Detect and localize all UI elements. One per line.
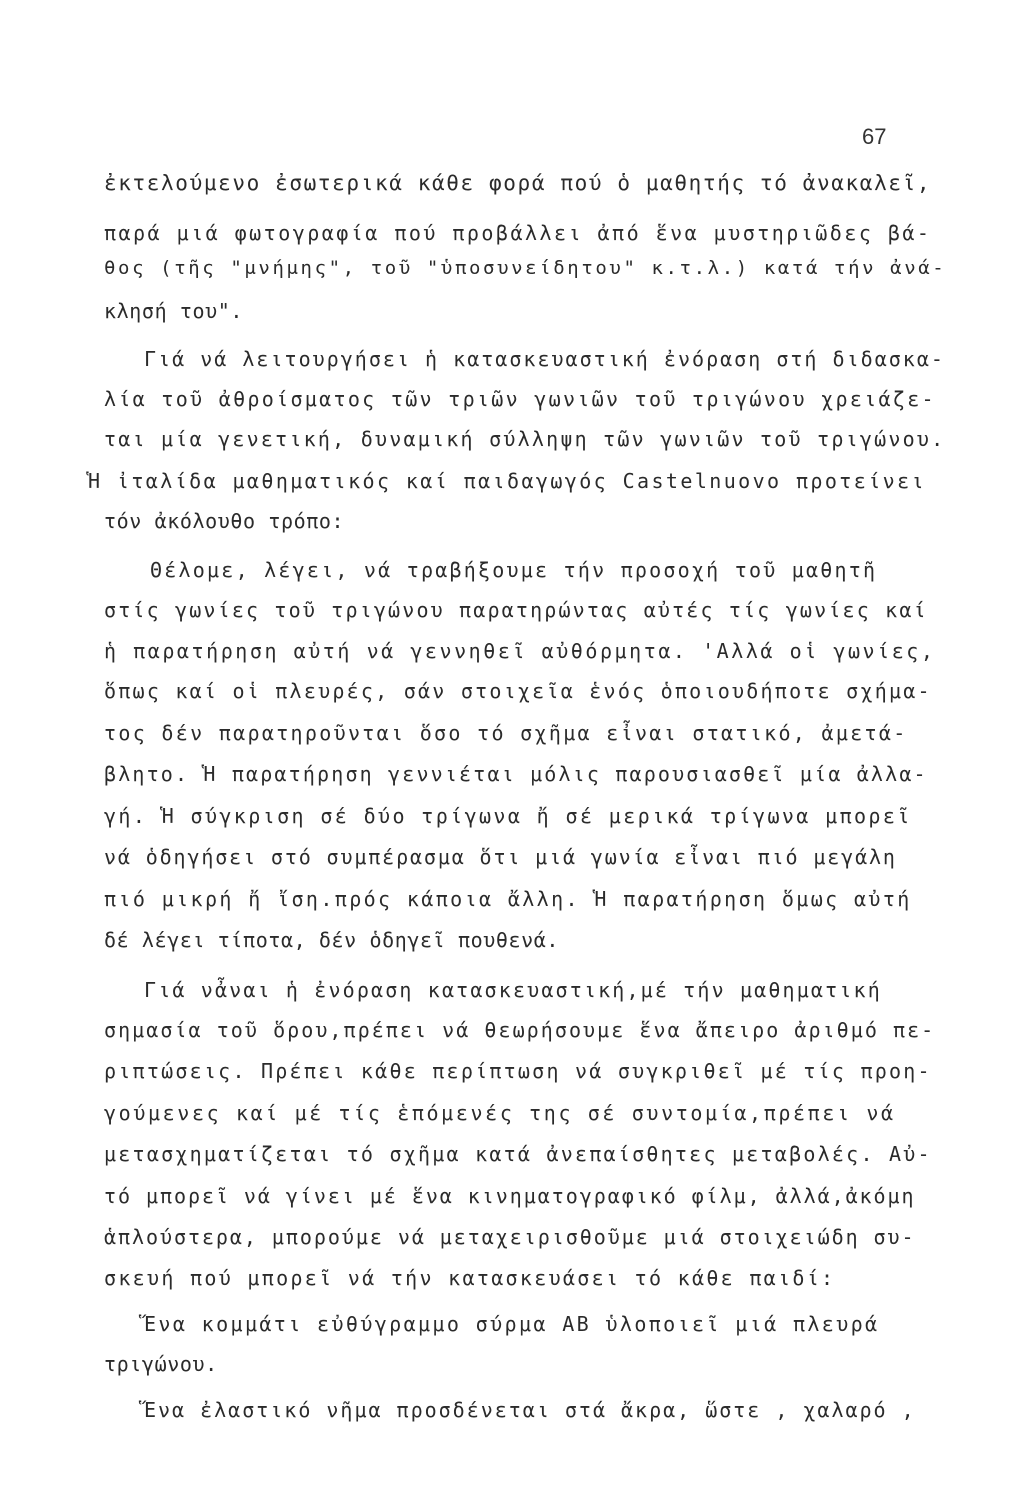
- text-line: πιό μικρή ἤ ἴση.πρός κάποια ἄλλη. Ἡ παρατήρηση ὅμως αὐτή: [104, 887, 912, 911]
- text-line: Γιά νἆναι ἡ ἐνόραση κατασκευαστική,μέ τήν μαθηματική: [144, 978, 882, 1002]
- text-line: τος δέν παρατηροῦνται ὅσο τό σχῆμα εἶναι στατικό, ἀμετά-: [104, 721, 908, 745]
- text-line: ὅπως καί οἱ πλευρές, σάν στοιχεῖα ἑνός ὁποιουδήποτε σχήμα-: [104, 679, 932, 703]
- text-line: βλητο. Ἡ παρατήρηση γεννιέται μόλις παρουσιασθεῖ μία ἀλλα-: [104, 762, 928, 786]
- text-line: τριγώνου.: [104, 1352, 218, 1376]
- text-line: στίς γωνίες τοῦ τριγώνου παρατηρώντας αὐτές τίς γωνίες καί: [104, 598, 928, 622]
- text-line: Ἡ ἰταλίδα μαθηματικός καί παιδαγωγός Castelnuovo προτείνει: [88, 469, 926, 493]
- text-line: Θέλομε, λέγει, νά τραβήξουμε τήν προσοχή τοῦ μαθητῆ: [150, 558, 878, 582]
- text-line: κλησή του".: [104, 299, 244, 323]
- text-line: θος (τῆς "μνήμης", τοῦ "ὑποσυνείδητου" κ.τ.λ.) κατά τήν ἀνά-: [104, 257, 947, 279]
- text-line: τόν ἀκόλουθο τρόπο:: [104, 509, 345, 533]
- text-line: παρά μιά φωτογραφία πού προβάλλει ἀπό ἕνα μυστηριῶδες βά-: [104, 221, 932, 245]
- text-line: μετασχηματίζεται τό σχῆμα κατά ἀνεπαίσθητες μεταβολές. Αὐ-: [104, 1142, 932, 1166]
- text-line: γούμενες καί μέ τίς ἑπόμενές της σέ συντομία,πρέπει νά: [104, 1101, 896, 1125]
- text-line: λία τοῦ ἀθροίσματος τῶν τριῶν γωνιῶν τοῦ τριγώνου χρειάζε-: [104, 387, 936, 411]
- text-line: σημασία τοῦ ὅρου,πρέπει νά θεωρήσουμε ἕνα ἄπειρο ἀριθμό πε-: [104, 1018, 936, 1042]
- text-line: σκευή πού μπορεῖ νά τήν κατασκευάσει τό κάθε παιδί:: [104, 1266, 836, 1290]
- text-line: τό μπορεῖ νά γίνει μέ ἕνα κινηματογραφικό φίλμ, ἀλλά,ἀκόμη: [104, 1184, 916, 1208]
- text-line: ἡ παρατήρηση αὐτή νά γεννηθεῖ αὐθόρμητα. 'Αλλά οἱ γωνίες,: [104, 639, 936, 663]
- text-line: γή. Ἡ σύγκριση σέ δύο τρίγωνα ἤ σέ μερικά τρίγωνα μπορεῖ: [104, 804, 912, 828]
- text-line: Ἕνα κομμάτι εὐθύγραμμο σύρμα ΑΒ ὑλοποιεῖ μιά πλευρά: [144, 1312, 880, 1336]
- text-line: ἁπλούστερα, μπορούμε νά μεταχειρισθοῦμε μιά στοιχειώδη συ-: [104, 1225, 916, 1249]
- text-line: ἐκτελούμενο ἐσωτερικά κάθε φορά πού ὁ μαθητής τό ἀνακαλεῖ,: [104, 171, 932, 195]
- text-line: δέ λέγει τίποτα, δέν ὁδηγεῖ πουθενά.: [104, 928, 560, 952]
- text-line: Ἕνα ἐλαστικό νῆμα προσδένεται στά ἄκρα, ὥστε , χαλαρό ,: [144, 1398, 916, 1422]
- text-line: ται μία γενετική, δυναμική σύλληψη τῶν γωνιῶν τοῦ τριγώνου.: [104, 427, 946, 451]
- text-line: Γιά νά λειτουργήσει ἡ κατασκευαστική ἐνόραση στή διδασκα-: [144, 347, 945, 371]
- page-number: 67: [862, 124, 887, 149]
- text-line: νά ὁδηγήσει στό συμπέρασμα ὅτι μιά γωνία εἶναι πιό μεγάλη: [104, 845, 897, 869]
- text-line: ριπτώσεις. Πρέπει κάθε περίπτωση νά συγκριθεῖ μέ τίς προη-: [104, 1059, 932, 1083]
